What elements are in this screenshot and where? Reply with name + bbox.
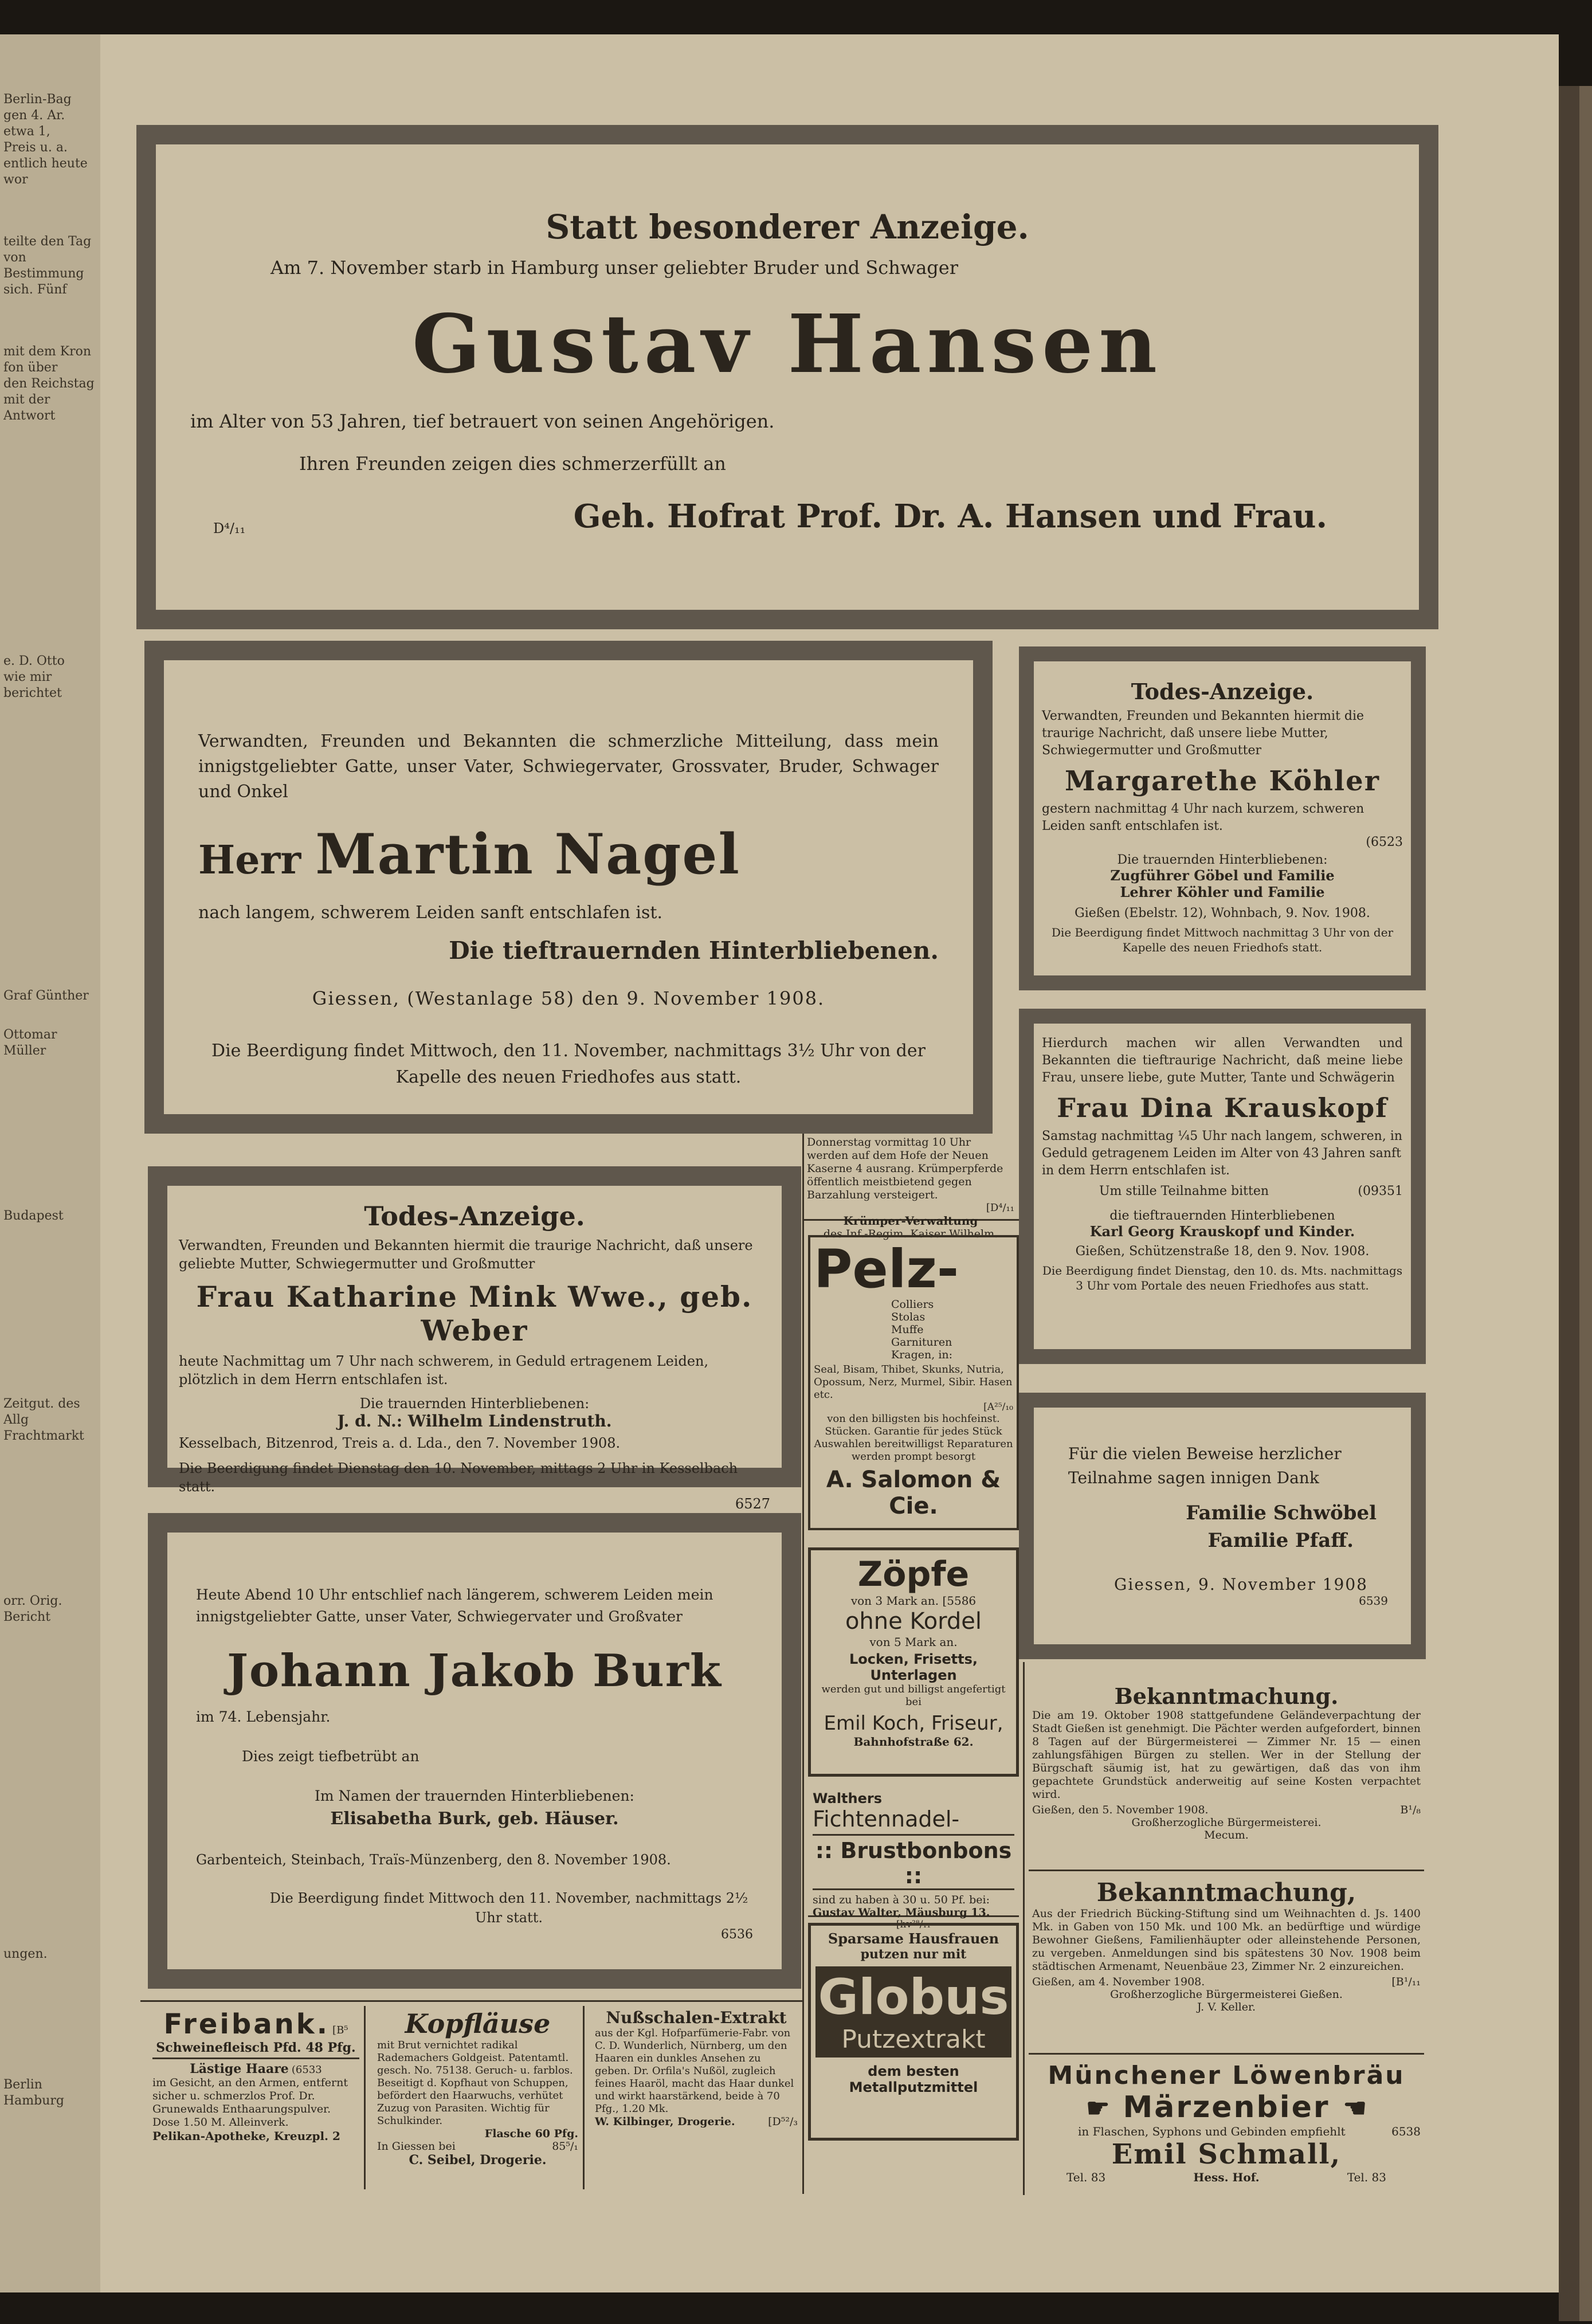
ad-auction-text: Donnerstag vormittag 10 Uhr werden auf dem Hofe der Neuen Kaserne 4 ausrang. Krümperpferde öffentlich meistbietend gegen Barzahlung versteigert. xyxy=(807,1136,1003,1201)
ad-hansen-line1: Am 7. November starb in Hamburg unser geliebter Bruder und Schwager xyxy=(270,257,958,279)
left-column-line: Budapest xyxy=(3,1209,64,1223)
hand-pointer-right-icon: ☛ xyxy=(1086,2092,1110,2123)
ad-nuss-seller: W. Kilbinger, Drogerie. xyxy=(595,2115,735,2128)
ad-walthers xyxy=(808,1788,1019,1930)
ad-burk-place: Garbenteich, Steinbach, Traïs-Münzenberg, den 8. November 1908. xyxy=(196,1852,671,1868)
ad-zoepfe-code: [5586 xyxy=(942,1594,977,1608)
notice-2-sig1: Großherzogliche Bürgermeisterei Gießen. xyxy=(1110,1988,1343,2001)
ad-zoepfe-company: Emil Koch, Friseur, xyxy=(824,1712,1003,1735)
ad-freibank-seller: Pelikan-Apotheke, Kreuzpl. 2 xyxy=(152,2129,340,2143)
left-column-fragments xyxy=(3,92,95,2212)
ad-mink-name: Frau Katharine Mink Wwe., geb. Weber xyxy=(196,1280,753,1347)
ad-loewenbraeu xyxy=(1029,2057,1424,2195)
notice-bekanntmachung-1 xyxy=(1029,1682,1424,1871)
ad-globus-line1: Sparsame Hausfrauen xyxy=(828,1930,999,1947)
notice-2-text: Aus der Friedrich Bücking-Stiftung sind um Weihnachten d. Js. 1400 Mk. in Gaben von 150 Mk. und 100 Mk. an bedürftige und würdige Bewohner Gießens, Familienhäupter oder alleinstehende Personen, zu vergeben. Anmeldungen sind bis spätestens 30 Nov. 1908 beim städtischen Armenamt, Neuenbäue 23, Zimmer Nr. 2 einzureichen. xyxy=(1032,1907,1421,1973)
ad-hansen-heading: Statt besonderer Anzeige. xyxy=(546,207,1029,246)
notice-1-sig2: Mecum. xyxy=(1204,1829,1249,1841)
ad-kopflaeuse-place: In Giessen bei xyxy=(377,2140,456,2153)
ad-pelz-item: Kragen, in: xyxy=(891,1349,953,1361)
column-rule xyxy=(802,1134,804,2194)
ad-koehler-sig1: Zugführer Göbel und Familie xyxy=(1110,867,1335,884)
ad-pelz-item: Colliers xyxy=(891,1298,934,1311)
ad-kopflaeuse xyxy=(372,2006,585,2189)
ad-kopflaeuse-price: Flasche 60 Pfg. xyxy=(484,2127,578,2140)
ad-koehler-funeral: Die Beerdigung findet Mittwoch nachmittag 3 Uhr von der Kapelle des neuen Friedhofs statt. xyxy=(1051,926,1394,954)
ad-loewenbraeu-text: in Flaschen, Syphons und Gebinden empfiehlt xyxy=(1078,2125,1346,2138)
ad-mink-code: 6527 xyxy=(735,1496,770,1512)
left-column-line: entlich heute wor xyxy=(3,156,88,187)
ad-kopflaeuse-text: mit Brut vernichtet radikal Rademachers Goldgeist. Patentamtl. gesch. No. 75138. Geruch- u. farblos. Beseitigt d. Kopfhaut von Schuppen, befördert den Haarwuchs, verhütet Zuzug von Parasiten. Wichtig für Schulkinder. xyxy=(377,2039,573,2127)
ad-pelz-item: Muffe xyxy=(891,1323,924,1336)
notice-2-code: [B¹/₁₁ xyxy=(1391,1976,1421,1988)
ad-nagel-line2: nach langem, schwerem Leiden sanft entschlafen ist. xyxy=(198,903,662,923)
ad-koehler-place: Gießen (Ebelstr. 12), Wohnbach, 9. Nov. 1908. xyxy=(1075,906,1370,920)
notice-1-code: B¹/₈ xyxy=(1400,1804,1421,1816)
ad-pelz-item: Garnituren xyxy=(891,1336,952,1349)
ad-nagel xyxy=(144,641,993,1134)
left-column-line: Berlin xyxy=(3,2078,42,2092)
notice-1-text: Die am 19. Oktober 1908 stattgefundene Geländeverpachtung der Stadt Gießen ist genehmigt. Die Pächter werden aufgefordert, binnen 8 Tagen auf der Bürgermeisterei — Zimmer Nr. 15 — einen zahlungsfähigen Bürgen zu stellen. Wer in der Stellung der Bürgschaft säumig ist, hat zu gewärtigen, daß das von ihm gepachtete Grundstück anderweitig auf seine Kosten verpachtet wird. xyxy=(1032,1709,1421,1801)
left-column-line: den Reichstag xyxy=(3,377,95,391)
ad-auction xyxy=(802,1134,1019,1240)
ad-walthers-line1: Fichtennadel- xyxy=(813,1806,960,1832)
left-column-line: mit der Antwort xyxy=(3,393,56,423)
ad-koehler-sig2: Lehrer Köhler und Familie xyxy=(1120,884,1325,900)
ad-zoepfe xyxy=(808,1547,1019,1777)
left-column-line: Graf Günther xyxy=(3,989,89,1003)
horizontal-rule xyxy=(140,2000,802,2002)
ad-burk-name: Johann Jakob Burk xyxy=(227,1645,722,1697)
ad-krauskopf-text: Hierdurch machen wir allen Verwandten und Bekannten die tieftraurige Nachricht, daß meine liebe Frau, unsere liebe, gute Mutter, Tante und Schwägerin xyxy=(1042,1036,1403,1085)
ad-zoepfe-line1: von 3 Mark an. xyxy=(850,1594,939,1608)
ad-burk-funeral: Die Beerdigung findet Mittwoch den 11. November, nachmittags 2½ Uhr statt. xyxy=(269,1890,748,1926)
ad-hansen xyxy=(136,125,1438,629)
ad-krauskopf-request: Um stille Teilnahme bitten xyxy=(1099,1184,1269,1198)
ad-schwoebel xyxy=(1019,1393,1426,1659)
ad-freibank-sub-code: (6533 xyxy=(291,2064,322,2076)
ad-burk-sig-intro: Im Namen der trauernden Hinterbliebenen: xyxy=(315,1788,634,1804)
ad-hansen-name: Gustav Hansen xyxy=(411,297,1163,391)
ad-freibank-sub: Lästige Haare xyxy=(190,2062,289,2076)
ad-globus-product: Putzextrakt xyxy=(841,2025,986,2054)
ad-loewenbraeu-code: 6538 xyxy=(1391,2125,1421,2138)
ad-zoepfe-line3: von 5 Mark an. xyxy=(869,1635,958,1649)
ad-mink-funeral: Die Beerdigung findet Dienstag den 10. November, mittags 2 Uhr in Kesselbach statt. xyxy=(179,1460,738,1495)
ad-krauskopf xyxy=(1019,1009,1426,1364)
ad-burk-sig: Elisabetha Burk, geb. Häuser. xyxy=(330,1809,619,1829)
left-column-line: e. D. Otto xyxy=(3,654,65,668)
ad-walthers-code: [hv²⁸/₁₁ xyxy=(896,1919,931,1930)
ad-globus xyxy=(808,1923,1019,2141)
ad-loewenbraeu-tel2: Tel. 83 xyxy=(1347,2170,1386,2184)
left-column-line: mit dem Kron xyxy=(3,344,92,359)
ad-schwoebel-text: Für die vielen Beweise herzlicher Teilnahme sagen innigen Dank xyxy=(1068,1444,1342,1487)
ad-kopflaeuse-title: Kopfläuse xyxy=(405,2008,551,2039)
left-column-line: wie mir berichtet xyxy=(3,670,62,700)
ad-mink-sig: J. d. N.: Wilhelm Lindenstruth. xyxy=(337,1412,612,1431)
ad-zoepfe-line4: Locken, Frisetts, Unterlagen xyxy=(849,1651,978,1683)
left-column-line: sich. Fünf xyxy=(3,283,67,297)
ad-walthers-line2: :: Brustbonbons :: xyxy=(813,1838,1014,1890)
ad-mink-sig-intro: Die trauernden Hinterbliebenen: xyxy=(359,1396,590,1412)
ad-krauskopf-name: Frau Dina Krauskopf xyxy=(1057,1092,1388,1123)
ad-mink-text: Verwandten, Freunden und Bekannten hiermit die traurige Nachricht, daß unsere geliebte Mutter, Schwiegermutter und Großmutter xyxy=(179,1237,753,1272)
ad-burk-line2: Dies zeigt tiefbetrübt an xyxy=(242,1748,419,1765)
notice-bekanntmachung-2 xyxy=(1029,1877,1424,2055)
ad-mink xyxy=(148,1166,801,1512)
ad-nagel-funeral: Die Beerdigung findet Mittwoch, den 11. November, nachmittags 3½ Uhr von der Kapelle des neuen Friedhofes aus statt. xyxy=(211,1041,926,1087)
ad-burk xyxy=(148,1513,801,1989)
ad-schwoebel-code: 6539 xyxy=(1359,1594,1388,1608)
notice-2-heading: Bekanntmachung, xyxy=(1096,1878,1356,1907)
ad-burk-code: 6536 xyxy=(721,1927,753,1942)
notice-2-place: Gießen, am 4. November 1908. xyxy=(1032,1976,1205,1988)
notice-1-sig1: Großherzogliche Bürgermeisterei. xyxy=(1131,1816,1322,1829)
notice-1-heading: Bekanntmachung. xyxy=(1114,1683,1339,1709)
ad-koehler-text: Verwandten, Freunden und Bekannten hiermit die traurige Nachricht, daß unsere liebe Mutter, Schwiegermutter und Großmutter xyxy=(1042,709,1364,758)
left-column-line: gen 4. Ar. xyxy=(3,108,65,123)
ad-nuss-title: Nußschalen-Extrakt xyxy=(606,2008,787,2027)
left-column-line: orr. Orig. Bericht xyxy=(3,1594,62,1624)
ad-globus-slogan: dem besten Metallputzmittel xyxy=(849,2063,978,2095)
ad-nagel-title: Herr xyxy=(198,837,301,883)
ad-koehler xyxy=(1019,646,1426,990)
left-column-line: Frachtmarkt xyxy=(3,1429,84,1443)
ad-zoepfe-line2: ohne Kordel xyxy=(845,1608,982,1635)
ad-globus-brand: Globus xyxy=(818,1969,1009,2026)
ad-pelz-materials: Seal, Bisam, Thibet, Skunks, Nutria, Opossum, Nerz, Murmel, Sibir. Hasen etc. xyxy=(814,1363,1013,1401)
ad-auction-sig1: Krümper-Verwaltung xyxy=(843,1214,978,1228)
left-column-line: Zeitgut. des Allg xyxy=(3,1397,80,1427)
ad-koehler-sig-intro: Die trauernden Hinterbliebenen: xyxy=(1117,853,1328,867)
ad-nagel-text: Verwandten, Freunden und Bekannten die schmerzliche Mitteilung, dass mein innigstgeliebter Gatte, unser Vater, Schwiegervater, Grossvater, Bruder, Schwager und Onkel xyxy=(198,731,939,802)
ad-walthers-seller: Gustav Walter, Mäusburg 13. xyxy=(813,1906,990,1919)
column-rule xyxy=(1023,1662,1025,2195)
ad-schwoebel-sig2: Familie Pfaff. xyxy=(1207,1529,1354,1552)
ad-zoepfe-title: Zöpfe xyxy=(857,1554,970,1594)
ad-walthers-text: sind zu haben à 30 u. 50 Pf. bei: xyxy=(813,1894,990,1906)
ad-zoepfe-address: Bahnhofstraße 62. xyxy=(853,1735,974,1749)
ad-hansen-line3: Ihren Freunden zeigen dies schmerzerfüllt an xyxy=(299,453,726,475)
ad-nagel-place: Giessen, (Westanlage 58) den 9. November 1908. xyxy=(312,987,825,1009)
ad-krauskopf-sig-intro: die tieftrauernden Hinterbliebenen xyxy=(1109,1209,1335,1223)
notice-1-place: Gießen, den 5. November 1908. xyxy=(1032,1804,1209,1816)
ad-krauskopf-place: Gießen, Schützenstraße 18, den 9. Nov. 1908. xyxy=(1075,1244,1370,1259)
ad-koehler-heading: Todes-Anzeige. xyxy=(1131,679,1314,704)
ad-nuss-text: aus der Kgl. Hofparfümerie-Fabr. von C. D. Wunderlich, Nürnberg, um den Haaren ein dunkles Ansehen zu geben. Dr. Orfila's Nußöl, zugleich feines Haaröl, macht das Haar dunkel und wirkt haarstärkend, beide à 70 Pfg., 1.20 Mk. xyxy=(595,2027,794,2115)
left-column-line: Hamburg xyxy=(3,2094,65,2108)
ad-pelz-item: Stolas xyxy=(891,1311,926,1323)
book-spine-edge xyxy=(1579,86,1592,2321)
left-column-line: Berlin-Bag xyxy=(3,92,72,107)
ad-freibank-body: im Gesicht, an den Armen, entfernt sicher u. schmerzlos Prof. Dr. Grunewalds Enthaarungspulver. Dose 1.50 M. Alleinverk. xyxy=(152,2076,348,2129)
ad-mink-line2: heute Nachmittag um 7 Uhr nach schwerem, in Geduld ertragenem Leiden, plötzlich in dem Herrn entschlafen ist. xyxy=(179,1353,709,1388)
ad-freibank-code: [B⁵ xyxy=(332,2024,348,2036)
ad-auction-sig2: des Inf.-Regim. Kaiser Wilhelm. xyxy=(823,1228,998,1240)
ad-freibank-title: Freibank. xyxy=(163,2008,330,2040)
ad-burk-text: Heute Abend 10 Uhr entschlief nach längerem, schwerem Leiden mein innigstgeliebter Gatte, unser Vater, Schwiegervater und Großvater xyxy=(196,1586,713,1625)
left-column-line: ungen. xyxy=(3,1947,48,1961)
left-column-line: teilte den Tag xyxy=(3,234,92,249)
ad-nagel-signature: Die tieftrauernden Hinterbliebenen. xyxy=(449,936,939,965)
ad-loewenbraeu-brand: Münchener Löwenbräu xyxy=(1048,2061,1405,2090)
ad-kopflaeuse-seller: C. Seibel, Drogerie. xyxy=(409,2153,547,2168)
left-column-line: Preis u. a. xyxy=(3,140,68,155)
ad-globus-line2: putzen nur mit xyxy=(860,1947,967,1962)
notice-2-sig2: J. V. Keller. xyxy=(1197,2001,1256,2013)
ad-mink-place: Kesselbach, Bitzenrod, Treis a. d. Lda., den 7. November 1908. xyxy=(179,1435,621,1451)
ad-koehler-line2: gestern nachmittag 4 Uhr nach kurzem, schweren Leiden sanft entschlafen ist. xyxy=(1042,802,1364,833)
ad-loewenbraeu-venue: Hess. Hof. xyxy=(1193,2170,1260,2184)
ad-zoepfe-line5: werden gut und billigst angefertigt bei xyxy=(821,1683,1006,1708)
left-column-line: etwa 1, xyxy=(3,124,50,139)
left-column-line: von Bestimmung xyxy=(3,250,84,281)
ad-loewenbraeu-product: Märzenbier xyxy=(1123,2090,1330,2125)
ad-freibank xyxy=(148,2006,366,2189)
ad-krauskopf-funeral: Die Beerdigung findet Dienstag, den 10. ds. Mts. nachmittags 3 Uhr vom Portale des neuen Friedhofes aus statt. xyxy=(1042,1264,1403,1292)
ad-loewenbraeu-seller: Emil Schmall, xyxy=(1111,2138,1342,2170)
left-column-line: fon über xyxy=(3,360,58,375)
ad-pelz-company: A. Salomon & Cie. xyxy=(826,1467,1001,1519)
ad-pelz-code: [A²⁵/₁₀ xyxy=(983,1401,1013,1413)
ad-hansen-signature: Geh. Hofrat Prof. Dr. A. Hansen und Frau. xyxy=(573,497,1327,535)
ad-nuss-code: [D⁵²/₃ xyxy=(768,2115,798,2128)
ad-schwoebel-place: Giessen, 9. November 1908 xyxy=(1114,1575,1368,1594)
ad-pelz xyxy=(808,1235,1019,1530)
ad-krauskopf-code: (09351 xyxy=(1358,1184,1403,1198)
ad-koehler-code: (6523 xyxy=(1366,835,1403,849)
ad-walthers-brand: Walthers xyxy=(813,1790,882,1806)
left-column-line: Ottomar Müller xyxy=(3,1028,57,1058)
ad-freibank-text: Schweinefleisch Pfd. 48 Pfg. xyxy=(152,2040,359,2059)
hand-pointer-left-icon: ☚ xyxy=(1343,2092,1367,2123)
ad-loewenbraeu-tel1: Tel. 83 xyxy=(1066,2170,1106,2184)
ad-nuss xyxy=(590,2006,802,2189)
ad-krauskopf-sig: Karl Georg Krauskopf und Kinder. xyxy=(1089,1223,1355,1240)
ad-hansen-code: D⁴/₁₁ xyxy=(213,520,246,536)
ad-nagel-name: Martin Nagel xyxy=(315,822,740,887)
ad-hansen-line2: im Alter von 53 Jahren, tief betrauert von seinen Angehörigen. xyxy=(190,410,775,432)
ad-burk-age: im 74. Lebensjahr. xyxy=(196,1708,331,1725)
ad-kopflaeuse-code: 85⁵/₁ xyxy=(552,2140,578,2153)
ad-schwoebel-sig1: Familie Schwöbel xyxy=(1186,1502,1377,1524)
ad-pelz-text: von den billigsten bis hochfeinst. Stücken. Garantie für jedes Stück Auswahlen bereitwilligst Reparaturen werden prompt besorgt xyxy=(814,1413,1013,1463)
ad-pelz-title: Pelz- xyxy=(814,1239,959,1300)
ad-mink-heading: Todes-Anzeige. xyxy=(364,1201,585,1232)
ad-auction-code: [D⁴/₁₁ xyxy=(986,1202,1014,1214)
ad-koehler-name: Margarethe Köhler xyxy=(1065,765,1380,797)
ad-krauskopf-line2: Samstag nachmittag ¼5 Uhr nach langem, schweren, in Geduld getragenem Leiden im Alter von 43 Jahren sanft in dem Herrn entschlafen ist. xyxy=(1042,1129,1403,1178)
